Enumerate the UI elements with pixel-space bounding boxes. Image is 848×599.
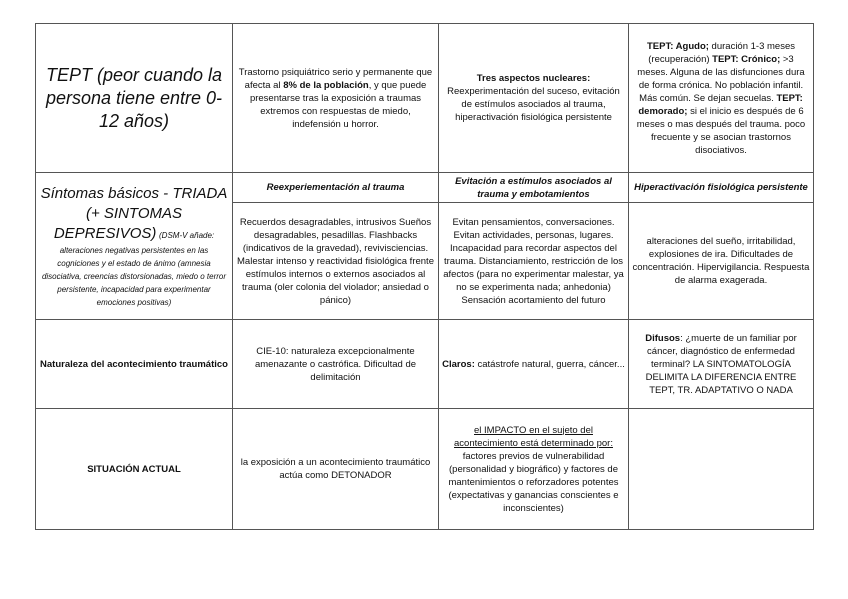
header-reexperience: Reexperiementación al trauma (266, 182, 405, 193)
current-situation-title: SITUACIÓN ACTUAL (87, 463, 181, 475)
cell-header-avoidance (439, 173, 629, 203)
cell-header-reexperience (233, 173, 439, 203)
cell-avoidance-details (439, 203, 629, 320)
core-aspects-text: Reexperimentación del suceso, evitación de estímulos asociados al trauma, hiperactivación fisiológica persistente (447, 86, 620, 123)
cell-basic-symptoms (36, 173, 233, 320)
tept-chronic-text: >3 meses. Alguna de las disfunciones dura de forma crónica. No población infantil. Más común. Se dejan secuelas. (637, 53, 805, 104)
tept-acute-label: TEPT: Agudo; (647, 40, 709, 52)
cell-cie10 (233, 320, 439, 409)
tept-delayed-label: TEPT: demorado; (638, 92, 803, 117)
cell-tept-types (629, 24, 814, 173)
clear-events-text: catástrofe natural, guerra, cáncer... (474, 358, 625, 370)
cell-diffuse-events (629, 320, 814, 409)
cell-clear-events (439, 320, 629, 409)
basic-symptoms-title: Síntomas básicos - TRIADA (+ SINTOMAS DEPRESIVOS) (40, 184, 228, 242)
tept-delayed-text: si el inicio es después de 6 meses o mas después del trauma. poco frecuente y se asocian trastornos disociativos. (636, 105, 806, 156)
table-row-event-nature (36, 320, 814, 409)
impact-text: factores previos de vulnerabilidad (personalidad y biográfico) y factores de mantenimientos o reforzadores potentes (expectativas y ganancias conscientes e inconscientes) (448, 450, 619, 514)
cell-hyperarousal-details (629, 203, 814, 320)
table-row-tept (36, 24, 814, 173)
header-avoidance: Evitación a estímulos asociados al trauma y embotamientos (455, 175, 612, 200)
hyperarousal-details: alteraciones del sueño, irritabilidad, explosiones de ira. Dificultades de concentración. Hipervigilancia. Respuesta de alarma exagerada. (632, 236, 810, 286)
tept-chronic-label: TEPT: Crónico; (712, 53, 781, 65)
event-nature-title: Naturaleza del acontecimiento traumático (40, 358, 228, 370)
diffuse-events-text: : ¿muerte de un familiar por cáncer, diagnóstico de enfermedad terminal? LA SINTOMATOLOGÍA DELIMITA LA DIFERENCIA ENTRE TEPT, TR. ADAPTATIVO O NADA (645, 332, 797, 396)
dsm-source: (DSM-V añade: (159, 230, 215, 240)
tept-title: TEPT (peor cuando la persona tiene entre 0-12 años) (45, 64, 223, 131)
cell-event-nature-title (36, 320, 233, 409)
tept-definition-post: , y que puede presentarse tras la exposición a traumas extremos con respuestas de miedo, indefensión u horror. (249, 79, 427, 130)
dsm-note: alteraciones negativas persistentes en las cogniciones y el estado de ánimo (amnesia disociativa, creencias distorsionadas, miedo o terror persistente, incapacidad para experimentar emociones positivas) (41, 245, 227, 307)
diffuse-events-label: Difusos (645, 332, 681, 344)
avoidance-details: Evitan pensamientos, conversaciones. Evitan actividades, personas, lugares. Incapacidad para recordar aspectos del trauma. Distanciamiento, restricción de los afectos (para no experimentar malestar, ya no se experimenta nada; anhedonia) Sensación acortamiento del futuro (443, 216, 624, 306)
cell-tept-title (36, 24, 233, 173)
header-hyperarousal: Hiperactivación fisiológica persistente (634, 182, 808, 193)
cell-empty (629, 409, 814, 530)
clear-events-label: Claros: (442, 358, 475, 370)
cell-impact (439, 409, 629, 530)
table-row-symptom-headers (36, 173, 814, 203)
cell-header-hyperarousal (629, 173, 814, 203)
cell-tept-core-aspects (439, 24, 629, 173)
detonator-text: la exposición a un acontecimiento traumático actúa como DETONADOR (240, 457, 431, 481)
cell-detonator (233, 409, 439, 530)
cell-current-situation-title (36, 409, 233, 530)
impact-heading: el IMPACTO en el sujeto del acontecimiento está determinado por: (454, 424, 613, 449)
core-aspects-heading: Tres aspectos nucleares: (476, 73, 591, 84)
cell-tept-definition (233, 24, 439, 173)
notes-table (35, 23, 814, 530)
table-row-current-situation (36, 409, 814, 530)
cell-reexperience-details (233, 203, 439, 320)
tept-prevalence: 8% de la población (283, 79, 369, 91)
tept-definition-pre: Trastorno psiquiátrico serio y permanente que afecta al (238, 66, 433, 91)
reexperience-details: Recuerdos desagradables, intrusivos Sueños desagradables, pesadillas. Flashbacks (indicativos de la gravedad), revivisciencias. Malestar intenso y reactividad fisiológica frente estímulos internos o externos asociados al trauma (oler colonia del violador; ansiedad o pánico) (237, 216, 434, 306)
tept-acute-text: duración 1-3 meses (recuperación) (648, 40, 795, 65)
cie10-text: CIE-10: naturaleza excepcionalmente amenazante o castrófica. Dificultad de delimitación (254, 345, 417, 383)
